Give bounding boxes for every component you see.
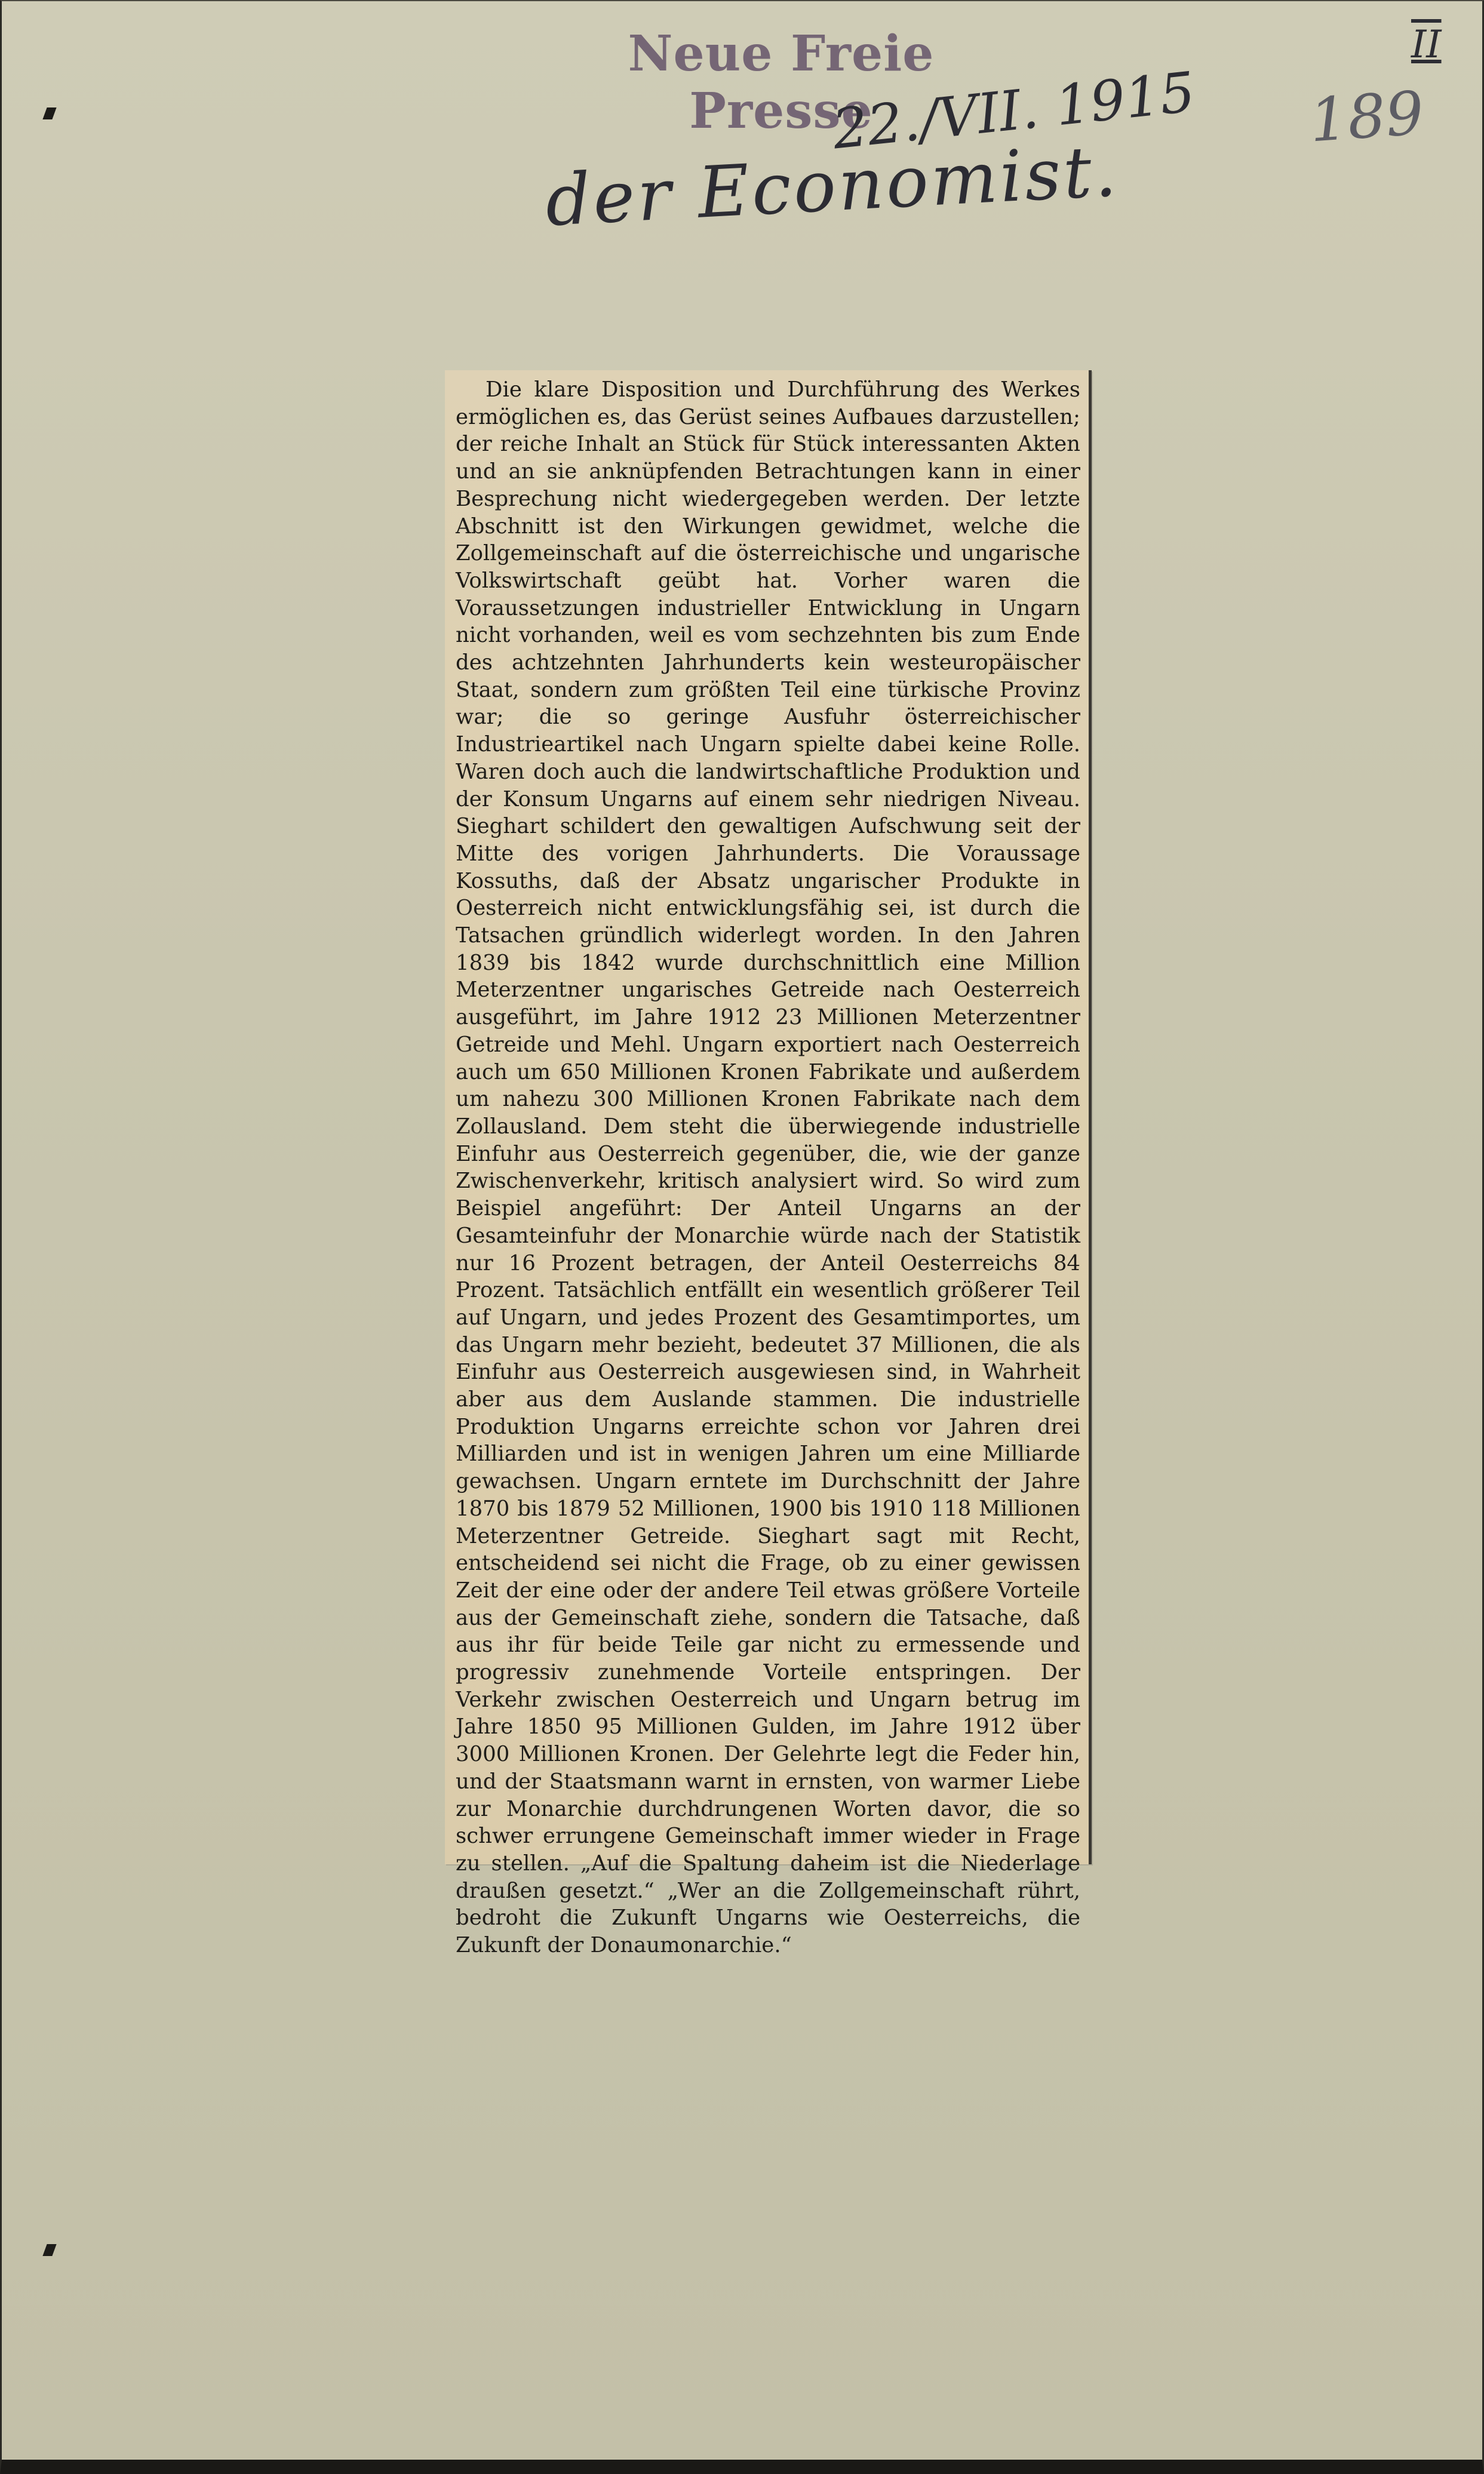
margin-mark — [42, 2244, 56, 2256]
margin-mark — [42, 107, 56, 119]
handwritten-title: der Economist. — [543, 129, 1121, 242]
article-text: Die klare Disposition und Durchführung des Werkes ermöglichen es, das Gerüst seines Aufbaues darzustellen; der reiche Inhalt an Stück für Stück interessanten Akten und an sie anknüpfenden Betrachtungen kann in einer Besprechung nicht wiedergegeben werden. Der letzte Abschnitt ist den Wirkungen gewidmet, welche die Zollgemeinschaft auf die österreichische und ungarische Volkswirtschaft geübt hat. Vorher waren die Voraussetzungen industrieller Entwicklung in Ungarn nicht vorhanden, weil es vom sechzehnten bis zum Ende des achtzehnten Jahrhunderts kein westeuropäischer Staat, sondern zum größten Teil eine türkische Provinz war; die so geringe Ausfuhr österreichischer Industrieartikel nach Ungarn spielte dabei keine Rolle. Waren doch auch die landwirtschaftliche Produktion und der Konsum Ungarns auf einem sehr niedrigen Niveau. Sieghart schildert den gewaltigen Aufschwung seit der Mitte des vorigen Jahrhunderts. Die Voraussage Kossuths, daß der Absatz ungarischer Produkte in Oesterreich nicht entwicklungsfähig sei, ist durch die Tatsachen gründlich widerlegt worden. In den Jahren 1839 bis 1842 wurde durchschnittlich eine Million Meterzentner ungarisches Getreide nach Oesterreich ausgeführt, im Jahre 1912 23 Millionen Meterzentner Getreide und Mehl. Ungarn exportiert nach Oesterreich auch um 650 Millionen Kronen Fabrikate und außerdem um nahezu 300 Millionen Kronen Fabrikate nach dem Zollausland. Dem steht die überwiegende industrielle Einfuhr aus Oesterreich gegenüber, die, wie der ganze Zwischenverkehr, kritisch analysiert wird. So wird zum Beispiel angeführt: Der Anteil Ungarns an der Gesamteinfuhr der Monarchie würde nach der Statistik nur 16 Prozent betragen, der Anteil Oesterreichs 84 Prozent. Tatsächlich entfällt ein wesentlich größerer Teil auf Ungarn, und jedes Prozent des Gesamtimportes, um das Ungarn mehr bezieht, bedeutet 37 Millionen, die als Einfuhr aus Oesterreich ausgewiesen sind, in Wahrheit aber aus dem Auslande stammen. Die industrielle Produktion Ungarns erreichte schon vor Jahren drei Milliarden und ist in wenigen Jahren um eine Milliarde gewachsen. Ungarn erntete im Durchschnitt der Jahre 1870 bis 1879 52 Millionen, 1900 bis 1910 118 Millionen Meterzentner Getreide. Sieghart sagt mit Recht, entscheidend sei nicht die Frage, ob zu einer gewissen Zeit der eine oder der andere Teil etwas größere Vorteile aus der Gemeinschaft ziehe, sondern die Tatsache, daß aus ihr für beide Teile gar nicht zu ermessende und progressiv zunehmende Vorteile entspringen. Der Verkehr zwischen Oesterreich und Ungarn betrug im Jahre 1850 95 Millionen Gulden, im Jahre 1912 über 3000 Millionen Kronen. Der Gelehrte legt die Feder hin, und der Staatsmann warnt in ernsten, von warmer Liebe zur Monarchie durchdrungenen Worten davor, die so schwer errungene Gemeinschaft immer wieder in Frage zu stellen. „Auf die Spaltung daheim ist die Niederlage draußen gesetzt.“ „Wer an die Zollgemeinschaft rührt, bedroht die Zukunft Ungarns wie Oesterreichs, die Zukunft der Donaumonarchie.“ — [456, 377, 1080, 1958]
newspaper-clipping — [445, 370, 1092, 1958]
handwritten-date: 22./VII. 1915 — [829, 60, 1198, 162]
roman-numeral-annotation: II — [1411, 23, 1442, 67]
page-number: 189 — [1307, 78, 1426, 156]
newspaper-stamp: Neue Freie Presse — [628, 25, 935, 140]
